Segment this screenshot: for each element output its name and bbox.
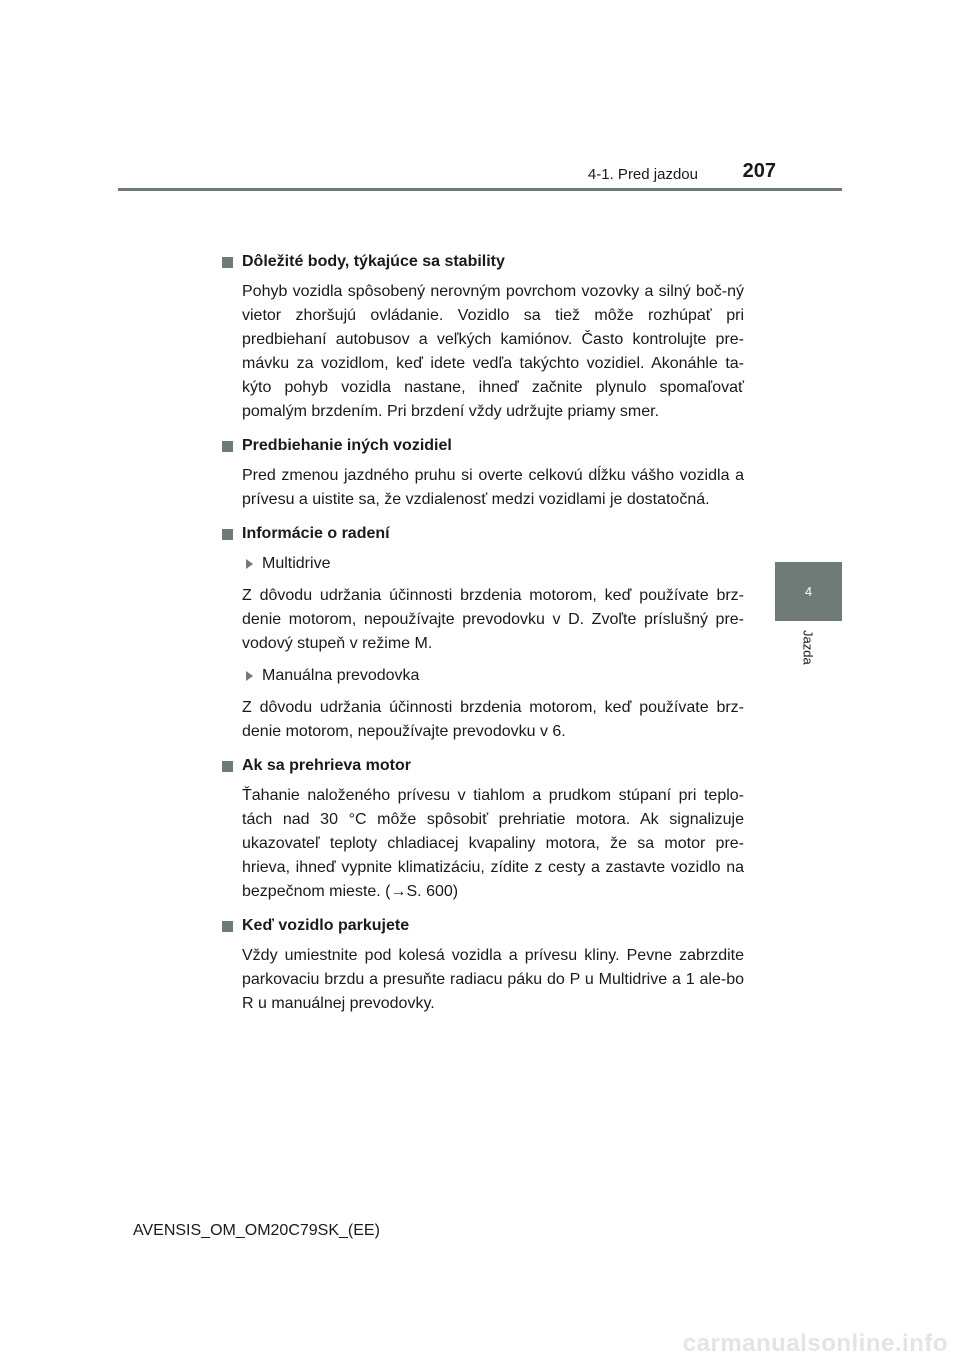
section-paragraph: Ťahanie naloženého prívesu v tiahlom a prudkom stúpaní pri teplo-tách nad 30 °C môže spôsobiť prehriatie motora. Ak signalizuje ukazovateľ teploty chladiacej kvapaliny motora, že sa motor pre-hrieva, ihneď vypnite klimatizáciu, zídite z cesty a zastavte vozidlo na bezpečnom mieste. (→S. 600) bbox=[242, 787, 744, 900]
section-stability bbox=[222, 250, 744, 424]
section-heading-text: Predbiehanie iných vozidiel bbox=[242, 437, 452, 454]
section-shifting bbox=[222, 522, 744, 744]
subsection-title bbox=[222, 664, 744, 688]
chapter-number: 4 bbox=[804, 584, 813, 599]
section-paragraph: Pohyb vozidla spôsobený nerovným povrchom vozovky a silný boč-ný vietor zhoršujú ovládanie. Vozidlo sa tiež môže rozhúpať pri predbiehaní autobusov a veľkých kamiónov. Často kontrolujte pre-mávku za vozidlom, keď idete vedľa takýchto vozidiel. Akonáhle ta-kýto pohyb vozidla nastane, ihneď začnite plynulo spomaľovať pomalým brzdením. Pri brzdení vždy udržujte priamy smer. bbox=[242, 283, 744, 420]
section-heading-text: Keď vozidlo parkujete bbox=[242, 917, 410, 934]
square-bullet-icon bbox=[222, 921, 233, 932]
square-bullet-icon bbox=[222, 257, 233, 268]
section-heading-text: Ak sa prehrieva motor bbox=[242, 757, 411, 774]
watermark bbox=[0, 1330, 960, 1358]
subsection-title bbox=[222, 552, 744, 576]
square-bullet-icon bbox=[222, 441, 233, 452]
subsection-paragraph: Z dôvodu udržania účinnosti brzdenia motorom, keď používate brz-denie motorom, nepoužívajte prevodovku v 6. bbox=[242, 699, 744, 740]
triangle-bullet-icon bbox=[246, 671, 253, 681]
section-heading-text: Dôležité body, týkajúce sa stability bbox=[242, 253, 505, 270]
section-parking bbox=[222, 914, 744, 1016]
section-paragraph: Vždy umiestnite pod kolesá vozidla a prívesu kliny. Pevne zabrzdite parkovaciu brzdu a presuňte radiacu páku do P u Multidrive a 1 ale-bo R u manuálnej prevodovky. bbox=[242, 947, 744, 1012]
section-overheating bbox=[222, 754, 744, 904]
section-heading-text: Informácie o radení bbox=[242, 525, 390, 542]
square-bullet-icon bbox=[222, 529, 233, 540]
header-rule bbox=[118, 188, 842, 191]
square-bullet-icon bbox=[222, 761, 233, 772]
section-heading bbox=[222, 250, 744, 274]
subsection-title-text: Manuálna prevodovka bbox=[262, 667, 420, 684]
section-paragraph: Pred zmenou jazdného pruhu si overte celkovú dĺžku vášho vozidla a prívesu a uistite sa, že vzdialenosť medzi vozidlami je dostatočná. bbox=[242, 467, 744, 508]
section-heading bbox=[222, 434, 744, 458]
page-number: 207 bbox=[742, 160, 776, 182]
section-overtaking bbox=[222, 434, 744, 512]
chapter-tab bbox=[775, 562, 842, 621]
section-heading bbox=[222, 522, 744, 546]
subsection-paragraph: Z dôvodu udržania účinnosti brzdenia motorom, keď používate brz-denie motorom, nepoužívajte prevodovku v D. Zvoľte príslušný pre-vodový stupeň v režime M. bbox=[242, 587, 744, 652]
subsection-title-text: Multidrive bbox=[262, 555, 331, 572]
triangle-bullet-icon bbox=[246, 559, 253, 569]
page-content bbox=[222, 250, 744, 1026]
running-header-section: 4-1. Pred jazdou bbox=[587, 166, 698, 183]
chapter-label: Jazda bbox=[800, 630, 816, 665]
document-code: AVENSIS_OM_OM20C79SK_(EE) bbox=[133, 1222, 380, 1239]
section-heading bbox=[222, 914, 744, 938]
section-heading bbox=[222, 754, 744, 778]
watermark-text: carmanualsonline.info bbox=[682, 1330, 948, 1357]
